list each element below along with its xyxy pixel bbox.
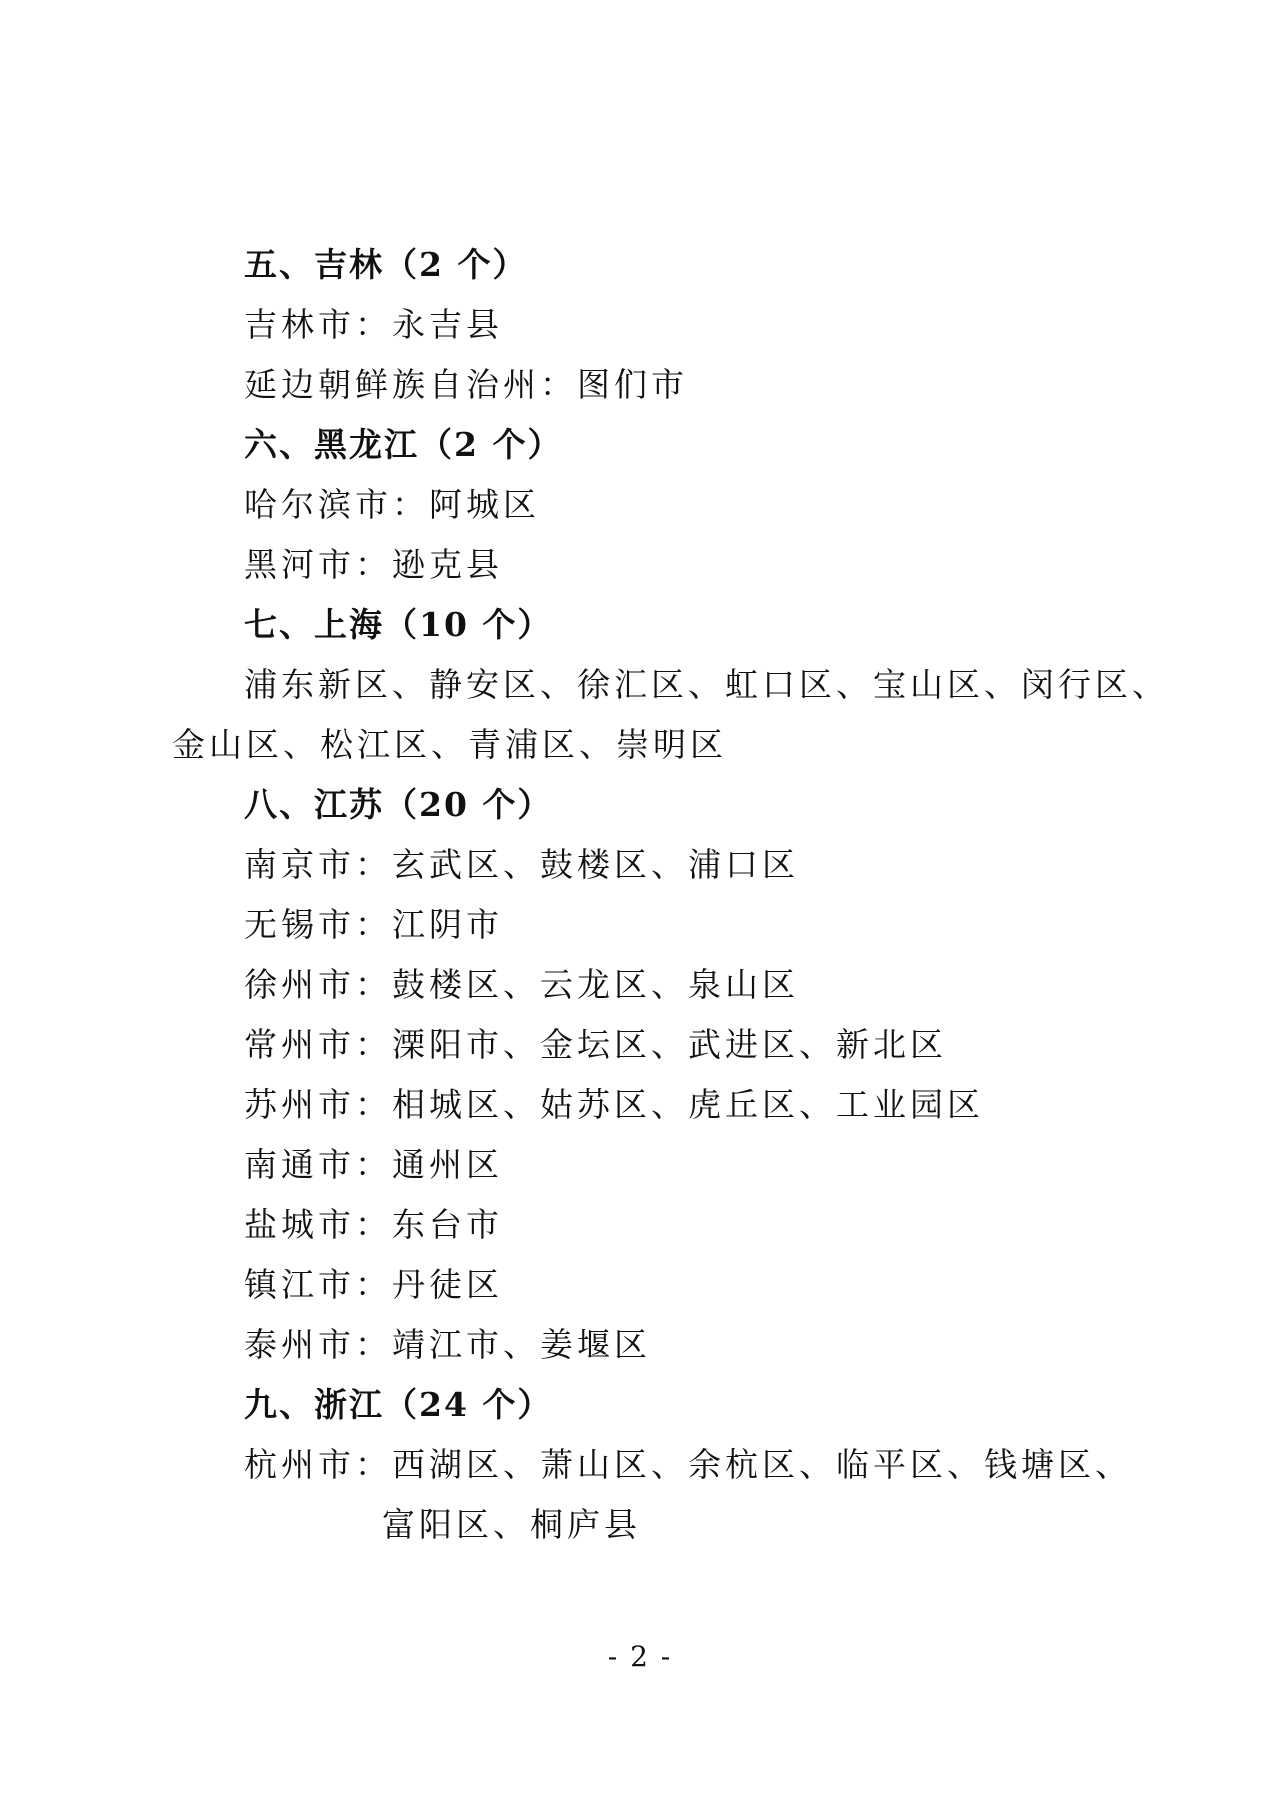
list-line: 无锡市：江阴市	[244, 905, 503, 944]
list-line: 黑河市：逊克县	[244, 545, 503, 584]
list-line: 常州市：溧阳市、金坛区、武进区、新北区	[244, 1025, 947, 1064]
section-heading-zhejiang: 九、浙江（24 个）	[244, 1385, 553, 1424]
list-line: 吉林市：永吉县	[244, 305, 503, 344]
section-heading-jilin: 五、吉林（2 个）	[244, 245, 528, 284]
list-line-continuation: 富阳区、桐庐县	[382, 1505, 641, 1544]
section-heading-heilongjiang: 六、黑龙江（2 个）	[244, 425, 563, 464]
list-line: 徐州市：鼓楼区、云龙区、泉山区	[244, 965, 799, 1004]
list-line: 南通市：通州区	[244, 1145, 503, 1184]
list-line: 镇江市：丹徒区	[244, 1265, 503, 1304]
section-heading-shanghai: 七、上海（10 个）	[244, 605, 553, 644]
page-number: - 2 -	[607, 1640, 673, 1673]
list-line: 盐城市：东台市	[244, 1205, 503, 1244]
section-heading-jiangsu: 八、江苏（20 个）	[244, 785, 553, 824]
list-line: 哈尔滨市：阿城区	[244, 485, 540, 524]
list-line-continuation: 金山区、松江区、青浦区、崇明区	[172, 725, 727, 764]
list-line: 浦东新区、静安区、徐汇区、虹口区、宝山区、闵行区、	[244, 665, 1169, 704]
list-line: 南京市：玄武区、鼓楼区、浦口区	[244, 845, 799, 884]
list-line: 泰州市：靖江市、姜堰区	[244, 1325, 651, 1364]
list-line: 延边朝鲜族自治州：图们市	[244, 365, 688, 404]
list-line: 苏州市：相城区、姑苏区、虎丘区、工业园区	[244, 1085, 984, 1124]
list-line: 杭州市：西湖区、萧山区、余杭区、临平区、钱塘区、	[244, 1445, 1132, 1484]
